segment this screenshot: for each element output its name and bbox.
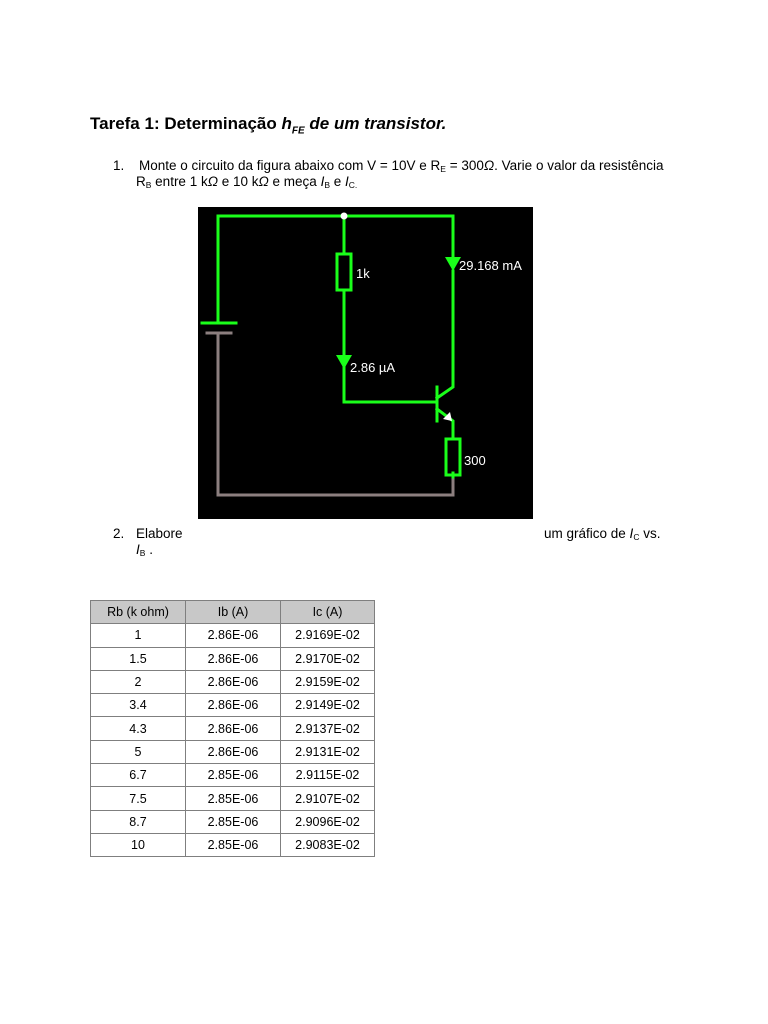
cell-rb: 2 (91, 670, 186, 693)
cell-rb: 10 (91, 833, 186, 856)
cell-ic: 2.9083E-02 (281, 833, 375, 856)
table-row (91, 810, 375, 833)
table-header-row (91, 601, 375, 624)
cell-ib: 2.86E-06 (186, 624, 281, 647)
cell-ic: 2.9170E-02 (281, 647, 375, 670)
cell-ib: 2.86E-06 (186, 647, 281, 670)
ib-reading: 2.86 µA (350, 360, 396, 375)
header-ib: Ib (A) (186, 601, 281, 624)
cell-rb: 1.5 (91, 647, 186, 670)
collector-wire (437, 271, 453, 398)
item-1-number: 1. (113, 158, 125, 173)
cell-ic: 2.9131E-02 (281, 740, 375, 763)
junction-dot (341, 213, 348, 220)
cell-rb: 4.3 (91, 717, 186, 740)
cell-ib: 2.86E-06 (186, 694, 281, 717)
cell-ib: 2.85E-06 (186, 810, 281, 833)
item-2-text-start: Elabore (136, 526, 183, 541)
cell-ib: 2.85E-06 (186, 764, 281, 787)
cell-rb: 7.5 (91, 787, 186, 810)
cell-ib: 2.85E-06 (186, 833, 281, 856)
cell-ib: 2.86E-06 (186, 670, 281, 693)
circuit-diagram (198, 207, 533, 519)
re-resistor (446, 439, 460, 475)
table-row (91, 764, 375, 787)
cell-ic: 2.9137E-02 (281, 717, 375, 740)
table-row (91, 670, 375, 693)
cell-ic: 2.9159E-02 (281, 670, 375, 693)
item-1-line-2: $R_B$ entre 1 kΩ e 10 kΩ e meça $I_B$ e $I_{C.}$ (136, 174, 358, 190)
cell-ic: 2.9107E-02 (281, 787, 375, 810)
cell-rb: 3.4 (91, 694, 186, 717)
cell-ic: 2.9115E-02 (281, 764, 375, 787)
item-2-line-2: $I_B$ . (136, 542, 153, 558)
cell-ib: 2.86E-06 (186, 740, 281, 763)
header-rb: Rb (k ohm) (91, 601, 186, 624)
table-row (91, 624, 375, 647)
item-1-line-1: Monte o circuito da figura abaixo com V = 10V e $R_E = 300\Omega$. Varie o valor da resistência (139, 158, 664, 174)
cell-rb: 1 (91, 624, 186, 647)
table-row (91, 787, 375, 810)
cell-ic: 2.9169E-02 (281, 624, 375, 647)
ground-return-wire (218, 333, 453, 495)
rb-label: 1k (356, 266, 370, 281)
cell-ic: 2.9149E-02 (281, 694, 375, 717)
measurement-table (90, 600, 375, 857)
ic-reading: 29.168 mA (459, 258, 522, 273)
circuit-svg (198, 207, 533, 519)
cell-ic: 2.9096E-02 (281, 810, 375, 833)
rb-resistor (337, 254, 351, 290)
table-row (91, 647, 375, 670)
cell-ib: 2.85E-06 (186, 787, 281, 810)
table-row (91, 717, 375, 740)
page-title: Tarefa 1: Determinação $h_{FE}$ de um transistor. (90, 114, 447, 137)
header-ic: Ic (A) (281, 601, 375, 624)
re-label: 300 (464, 453, 486, 468)
item-2-text-end: um gráfico de $I_C$ vs. (544, 526, 661, 542)
cell-rb: 8.7 (91, 810, 186, 833)
table-row (91, 833, 375, 856)
cell-ib: 2.86E-06 (186, 717, 281, 740)
table-row (91, 694, 375, 717)
table-row (91, 740, 375, 763)
cell-rb: 5 (91, 740, 186, 763)
item-2-number: 2. (113, 526, 125, 541)
cell-rb: 6.7 (91, 764, 186, 787)
